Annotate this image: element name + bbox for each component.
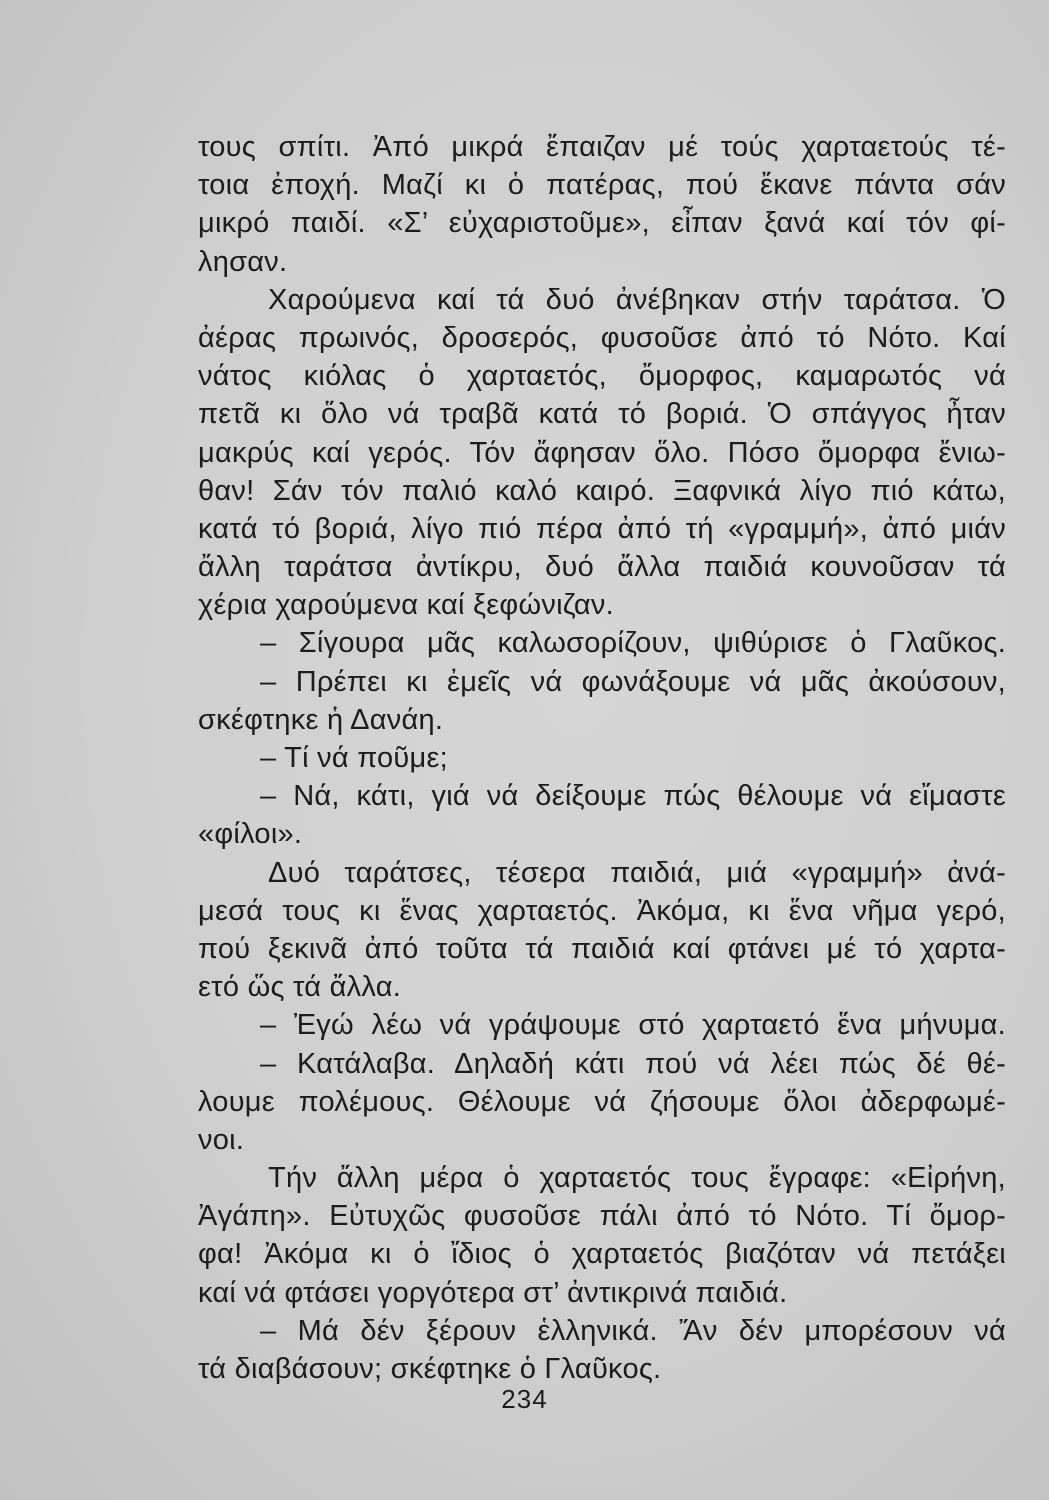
text-line: μικρό παιδί. «Σ’ εὐχαριστοῦμε», εἶπαν ξανά καί τόν φί- xyxy=(198,207,1006,240)
text-line: χέρια χαρούμενα καί ξεφώνιζαν. xyxy=(198,589,614,622)
text-line: Χαρούμενα καί τά δυό ἀνέβηκαν στήν ταράτσα. Ὁ xyxy=(268,283,1006,316)
text-line: «φίλοι». xyxy=(198,818,303,851)
text-line: – Κατάλαβα. Δηλαδή κάτι πού νά λέει πώς δέ θέ- xyxy=(260,1047,1006,1080)
text-line: – Σίγουρα μᾶς καλωσορίζουν, ψιθύρισε ὁ Γλαῦκος. xyxy=(260,627,1006,660)
text-line: μακρύς καί γερός. Τόν ἄφησαν ὅλο. Πόσο ὄμορφα ἔνιω- xyxy=(198,436,1006,469)
text-line: θαν! Σάν τόν παλιό καλό καιρό. Ξαφνικά λίγο πιό κάτω, xyxy=(198,474,1006,507)
text-line: ἀέρας πρωινός, δροσερός, φυσοῦσε ἀπό τό Νότο. Καί xyxy=(198,321,1006,354)
text-line: τοια ἐποχή. Μαζί κι ὁ πατέρας, πού ἔκανε πάντα σάν xyxy=(198,169,1006,202)
text-line: λουμε πολέμους. Θέλουμε νά ζήσουμε ὅλοι ἀδερφωμέ- xyxy=(198,1085,1006,1118)
text-line: πού ξεκινᾶ ἀπό τοῦτα τά παιδιά καί φτάνει μέ τό χαρτα- xyxy=(198,932,1006,965)
text-line: – Νά, κάτι, γιά νά δείξουμε πώς θέλουμε νά εἴμαστε xyxy=(260,780,1006,813)
text-line: σκέφτηκε ἡ Δανάη. xyxy=(198,703,444,736)
text-line: Ἀγάπη». Εὐτυχῶς φυσοῦσε πάλι ἀπό τό Νότο. Τί ὄμορ- xyxy=(198,1200,1006,1233)
body-text xyxy=(198,128,1006,1388)
text-line: τά διαβάσουν; σκέφτηκε ὁ Γλαῦκος. xyxy=(198,1353,662,1385)
text-line: ετό ὥς τά ἄλλα. xyxy=(198,971,402,1004)
text-line: – Ἐγώ λέω νά γράψουμε στό χαρταετό ἕνα μήνυμα. xyxy=(260,1009,1006,1042)
text-line: μεσά τους κι ἕνας χαρταετός. Ἀκόμα, κι ἕνα νῆμα γερό, xyxy=(198,894,1006,927)
text-line: ἄλλη ταράτσα ἀντίκρυ, δυό ἄλλα παιδιά κουνοῦσαν τά xyxy=(198,551,1006,584)
text-line: πετᾶ κι ὅλο νά τραβᾶ κατά τό βοριά. Ὁ σπάγγος ἦταν xyxy=(198,398,1006,431)
text-line: – Μά δέν ξέρουν ἑλληνικά. Ἄν δέν μπορέσουν νά xyxy=(260,1314,1006,1347)
text-line: Τήν ἄλλη μέρα ὁ χαρταετός τους ἔγραφε: «Εἰρήνη, xyxy=(268,1162,1006,1195)
text-line: καί νά φτάσει γοργότερα στ’ ἀντικρινά παιδιά. xyxy=(198,1276,788,1309)
text-line: νοι. xyxy=(198,1123,245,1156)
text-line: τους σπίτι. Ἀπό μικρά ἔπαιζαν μέ τούς χαρταετούς τέ- xyxy=(198,131,1006,163)
page-number: 234 xyxy=(501,1384,548,1414)
text-line: λησαν. xyxy=(198,245,288,278)
text-line: – Τί νά ποῦμε; xyxy=(260,742,448,774)
text-line: φα! Ἀκόμα κι ὁ ἴδιος ὁ χαρταετός βιαζόταν νά πετάξει xyxy=(198,1238,1006,1271)
text-line: νάτος κιόλας ὁ χαρταετός, ὄμορφος, καμαρωτός νά xyxy=(198,360,1006,393)
text-line: – Πρέπει κι ἐμεῖς νά φωνάξουμε νά μᾶς ἀκούσουν, xyxy=(260,665,1006,698)
text-line: Δυό ταράτσες, τέσερα παιδιά, μιά «γραμμή» ἀνά- xyxy=(268,856,1006,889)
text-line: κατά τό βοριά, λίγο πιό πέρα ἀπό τή «γραμμή», ἀπό μιάν xyxy=(198,512,1006,545)
